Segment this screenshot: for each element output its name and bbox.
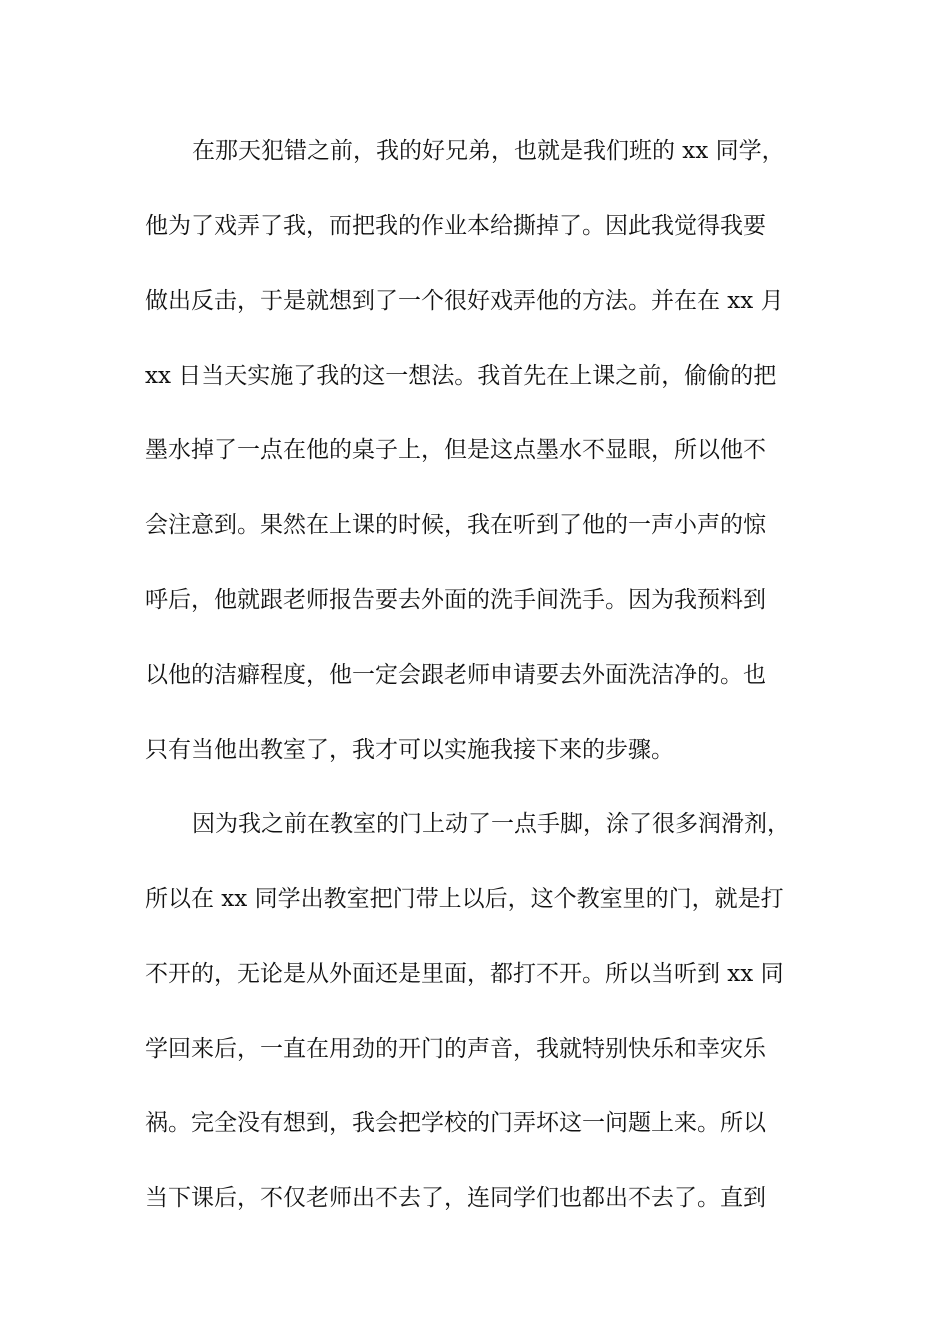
paragraph-2-line-1: 因为我之前在教室的门上动了一点手脚，涂了很多润滑剂， [192,811,790,837]
paragraph-2-line-5: 祸。完全没有想到，我会把学校的门弄坏这一问题上来。所以 [145,1110,766,1136]
paragraph-1-line-8: 以他的洁癖程度，他一定会跟老师申请要去外面洗洁净的。也 [145,662,766,688]
paragraph-1-line-7: 呼后，他就跟老师报告要去外面的洗手间洗手。因为我预料到 [145,587,766,613]
paragraph-1-line-9: 只有当他出教室了，我才可以实施我接下来的步骤。 [145,737,674,763]
paragraph-2-line-2: 所以在 xx 同学出教室把门带上以后，这个教室里的门，就是打 [145,886,784,912]
paragraph-1-line-4: xx 日当天实施了我的这一想法。我首先在上课之前，偷偷的把 [145,363,777,389]
paragraph-2-line-4: 学回来后，一直在用劲的开门的声音，我就特别快乐和幸灾乐 [145,1036,766,1062]
paragraph-1-line-6: 会注意到。果然在上课的时候，我在听到了他的一声小声的惊 [145,512,766,538]
paragraph-2-line-3: 不开的，无论是从外面还是里面，都打不开。所以当听到 xx 同 [145,961,784,987]
paragraph-1-line-2: 他为了戏弄了我，而把我的作业本给撕掉了。因此我觉得我要 [145,213,766,239]
paragraph-1-line-1: 在那天犯错之前，我的好兄弟，也就是我们班的 xx 同学， [192,138,785,164]
paragraph-1-line-3: 做出反击，于是就想到了一个很好戏弄他的方法。并在在 xx 月 [145,288,784,314]
paragraph-2-line-6: 当下课后，不仅老师出不去了，连同学们也都出不去了。直到 [145,1185,766,1211]
paragraph-1-line-5: 墨水掉了一点在他的桌子上，但是这点墨水不显眼，所以他不 [145,437,766,463]
